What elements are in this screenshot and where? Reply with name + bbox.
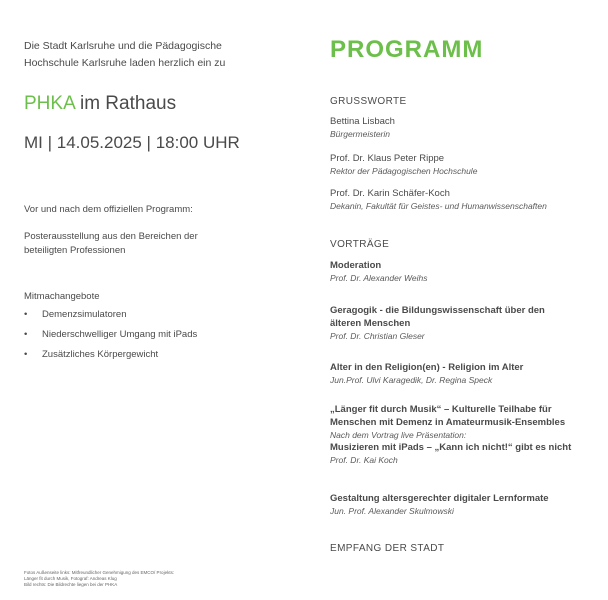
- talk-speaker: Prof. Dr. Kai Koch: [330, 455, 398, 465]
- intro-line: Die Stadt Karlsruhe und die Pädagogische: [24, 40, 222, 52]
- empfang-heading: EMPFANG DER STADT: [330, 543, 445, 554]
- talk-speaker: Jun. Prof. Alexander Skulmowski: [330, 506, 454, 516]
- greeting-role: Dekanin, Fakultät für Geistes- und Humanwissenschaften: [330, 201, 547, 211]
- event-title-rest: im Rathaus: [74, 93, 177, 114]
- moderation-label: Moderation: [330, 260, 382, 271]
- mitmach-list: [24, 308, 294, 362]
- talk-title-line: Geragogik - die Bildungswissenschaft über den: [330, 305, 545, 316]
- talk-entry: [330, 361, 592, 386]
- event-datetime: MI | 14.05.2025 | 18:00 UHR: [24, 133, 240, 152]
- poster-intro: Vor und nach dem offiziellen Programm:: [24, 204, 193, 215]
- event-title: [24, 93, 176, 115]
- list-item-label: Demenzsimulatoren: [42, 309, 127, 320]
- list-item-label: Zusätzliches Körpergewicht: [42, 349, 159, 360]
- bullet: •: [24, 309, 28, 320]
- greeting-entry: [330, 152, 592, 177]
- greeting-entry: [330, 187, 592, 212]
- greeting-role: Bürgermeisterin: [330, 129, 390, 139]
- mitmach-heading: Mitmachangebote: [24, 291, 100, 302]
- bullet: •: [24, 349, 28, 360]
- talk-title-line: „Länger fit durch Musik“ – Kulturelle Teilhabe für: [330, 404, 552, 415]
- talk-speaker: Jun.Prof. Ulvi Karagedik, Dr. Regina Speck: [330, 375, 493, 385]
- greeting-role: Rektor der Pädagogischen Hochschule: [330, 166, 478, 176]
- talk-entry: [330, 304, 592, 342]
- talk-entry: [330, 403, 592, 466]
- list-item: [24, 328, 294, 342]
- poster-exhibition: [24, 230, 294, 258]
- poster-line: beteiligten Professionen: [24, 245, 126, 256]
- greeting-name: Bettina Lisbach: [330, 116, 395, 127]
- talk-title-line: Alter in den Religion(en) - Religion im Alter: [330, 362, 524, 373]
- list-item: [24, 348, 294, 362]
- talk-title-line: älteren Menschen: [330, 318, 411, 329]
- grussworte-heading: GRUSSWORTE: [330, 96, 407, 107]
- vortraege-heading: VORTRÄGE: [330, 239, 390, 250]
- moderation-speaker: Prof. Dr. Alexander Weihs: [330, 273, 428, 283]
- list-item: [24, 308, 294, 322]
- moderation-entry: [330, 259, 592, 284]
- invitation-intro: [24, 38, 284, 72]
- photo-credits: [24, 570, 244, 588]
- poster-line: Posterausstellung aus den Bereichen der: [24, 231, 198, 242]
- list-item-label: Niederschwelliger Umgang mit iPads: [42, 329, 198, 340]
- talk-speaker: Prof. Dr. Christian Gleser: [330, 331, 425, 341]
- bullet: •: [24, 329, 28, 340]
- mitmach-section: [24, 290, 294, 368]
- greeting-name: Prof. Dr. Klaus Peter Rippe: [330, 153, 445, 164]
- intro-line: Hochschule Karlsruhe laden herzlich ein zu: [24, 57, 226, 69]
- talk-title-line: Menschen mit Demenz in Amateurmusik-Ensembles: [330, 417, 566, 428]
- greeting-entry: [330, 115, 592, 140]
- credits-line: Länger fit durch Musik, Fotograf: Andreas Klug: [24, 576, 117, 581]
- event-title-accent: PHKA: [24, 93, 75, 114]
- talk-title-line: Gestaltung altersgerechter digitaler Lernformate: [330, 493, 549, 504]
- talk-note: Nach dem Vortrag live Präsentation:: [330, 430, 467, 440]
- talk-entry: [330, 492, 592, 517]
- greeting-name: Prof. Dr. Karin Schäfer-Koch: [330, 188, 450, 199]
- credits-line: Fotos Außenseite links: Mitfreundlicher Genehmigung des EMCO/ Projekts:: [24, 570, 175, 575]
- programm-title: PROGRAMM: [330, 36, 484, 63]
- credits-line: Bild rechts: Die Bildrechte liegen bei der PHKA: [24, 582, 118, 587]
- talk-extra: Musizieren mit iPads – „Kann ich nicht!“ gibt es nicht: [330, 442, 572, 453]
